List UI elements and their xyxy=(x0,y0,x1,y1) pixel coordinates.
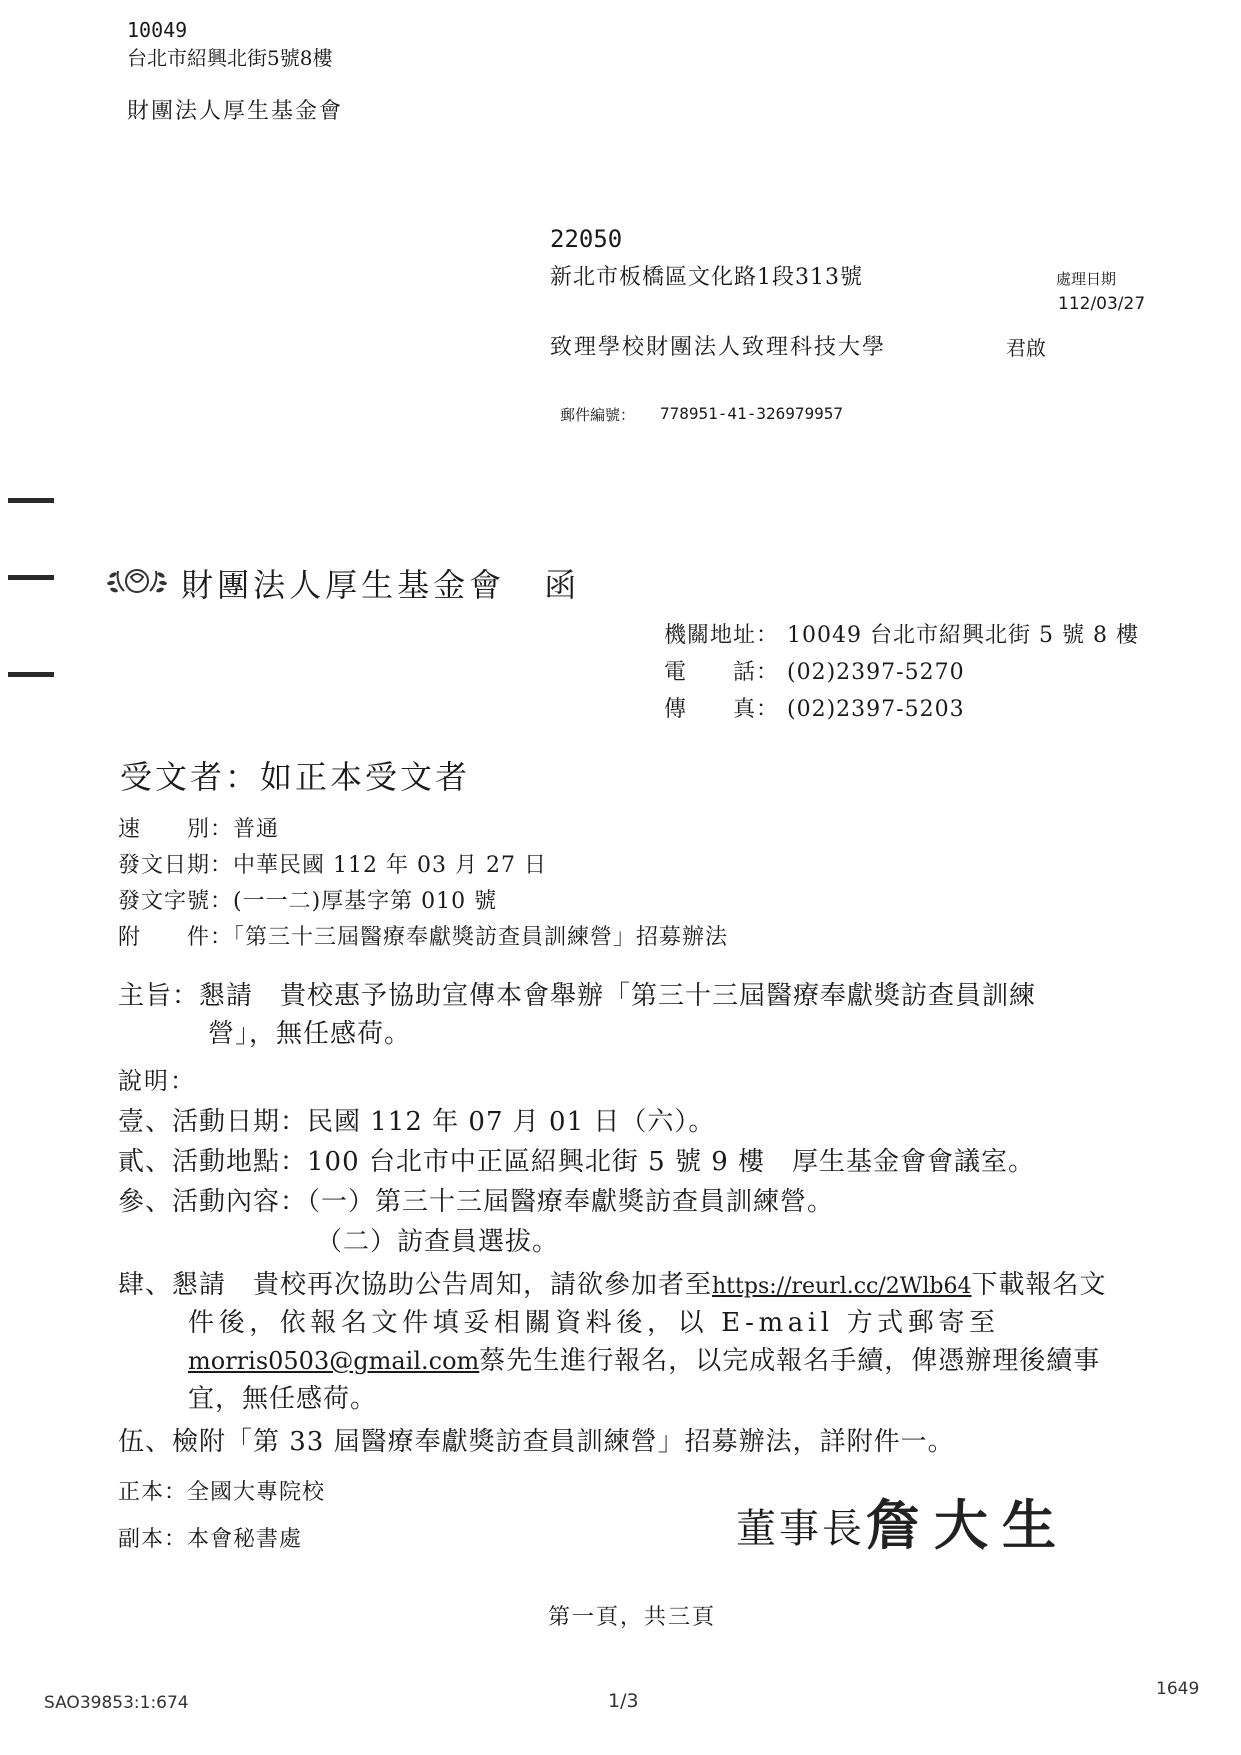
recipient-honorific: 君啟 xyxy=(1006,336,1046,360)
meta-date-label: 發文日期： xyxy=(118,853,234,878)
meta-attachment-label: 附 件： xyxy=(118,925,234,950)
mail-no-label: 郵件編號： xyxy=(560,406,636,424)
edge-mark xyxy=(8,575,54,580)
contact-address-label: 機關地址： xyxy=(664,623,780,648)
meta-doc-no-value: (一一二)厚基字第 010 號 xyxy=(233,889,498,914)
processing-date: 112/03/27 xyxy=(1058,294,1146,314)
meta-attachment-value: 「第三十三屆醫療奉獻獎訪查員訓練營」招募辦法 xyxy=(233,925,729,950)
contact-fax-label: 傳 真： xyxy=(664,697,780,722)
meta-doc-no xyxy=(118,884,497,915)
sender-address: 台北市紹興北街5號8樓 xyxy=(127,46,333,70)
contact-address: 10049 台北市紹興北街 5 號 8 樓 xyxy=(787,623,1139,648)
item-1: 壹、活動日期：民國 112 年 07 月 01 日（六）。 xyxy=(118,1107,716,1137)
meta-attachment xyxy=(118,920,728,951)
item-5: 伍、檢附「第 33 屆醫療奉獻獎訪查員訓練營」招募辦法，詳附件一。 xyxy=(118,1427,955,1457)
edge-mark xyxy=(8,672,54,677)
item-4-line3 xyxy=(188,1340,1100,1377)
recipient-address: 新北市板橋區文化路1段313號 xyxy=(550,265,863,290)
meta-doc-no-label: 發文字號： xyxy=(118,889,234,914)
mail-no: 778951-41-326979957 xyxy=(660,404,844,423)
subject-line1 xyxy=(118,975,1036,1012)
subject-label: 主旨： xyxy=(118,981,200,1011)
processing-date-label: 處理日期 xyxy=(1056,270,1117,288)
item-4-line4: 宜，無任感荷。 xyxy=(188,1384,378,1414)
foundation-emblem-icon xyxy=(104,561,170,605)
meta-speed-value: 普通 xyxy=(233,817,280,842)
signature-name: 詹大生 xyxy=(866,1493,1070,1557)
receiver: 受文者：如正本受文者 xyxy=(120,758,471,796)
recipient-zip: 22050 xyxy=(550,225,623,253)
meta-speed xyxy=(118,812,279,843)
recipient-name: 致理學校財團法人致理科技大學 xyxy=(550,335,887,360)
contact-fax-line xyxy=(664,692,965,723)
item-2: 貳、活動地點：100 台北市中正區紹興北街 5 號 9 樓 厚生基金會會議室。 xyxy=(118,1147,1036,1177)
footer-center: 1/3 xyxy=(608,1690,639,1712)
contact-phone-label: 電 話： xyxy=(664,660,780,685)
letterhead-org: 財團法人厚生基金會 xyxy=(181,566,506,604)
registration-link[interactable]: https://reurl.cc/2Wlb64 xyxy=(712,1274,972,1299)
meta-date-value: 中華民國 112 年 03 月 27 日 xyxy=(233,853,547,878)
edge-mark xyxy=(8,498,54,503)
item-4-line1 xyxy=(118,1264,1107,1301)
item-4-line2: 件後，依報名文件填妥相關資料後，以 E-mail 方式郵寄至 xyxy=(188,1308,1000,1338)
item-3a: 參、活動內容：（一）第三十三屆醫療奉獻獎訪查員訓練營。 xyxy=(118,1187,835,1217)
subject-text-2: 營」，無任感荷。 xyxy=(208,1019,412,1049)
sender-name: 財團法人厚生基金會 xyxy=(127,99,344,124)
page-info: 第一頁，共三頁 xyxy=(548,1605,717,1630)
item-3b: （二）訪查員選拔。 xyxy=(316,1227,560,1257)
subject-text-1: 懇請 貴校惠予協助宣傳本會舉辦「第三十三屆醫療奉獻獎訪查員訓練 xyxy=(199,981,1037,1011)
explanation-label: 說明： xyxy=(118,1067,196,1095)
item-4-after-link: 下載報名文 xyxy=(971,1270,1107,1300)
contact-email-link[interactable]: morris0503@gmail.com xyxy=(188,1347,480,1375)
item-4-after-email: 蔡先生進行報名，以完成報名手續，俾憑辦理後續事 xyxy=(479,1346,1101,1376)
distribution-original: 正本：全國大專院校 xyxy=(118,1480,326,1505)
letterhead xyxy=(104,560,576,604)
footer-left: SAO39853:1:674 xyxy=(44,1693,189,1713)
signature-title: 董事長 xyxy=(736,1506,865,1552)
footer-right: 1649 xyxy=(1156,1679,1200,1699)
distribution-copy: 副本：本會秘書處 xyxy=(118,1527,303,1552)
item-4-prefix: 肆、懇請 貴校再次協助公告周知，請欲參加者至 xyxy=(118,1270,713,1300)
meta-speed-label: 速 別： xyxy=(118,817,234,842)
contact-address-line xyxy=(664,618,1139,649)
letterhead-doc-type: 函 xyxy=(544,566,577,604)
meta-date xyxy=(118,848,547,879)
contact-phone-line xyxy=(664,655,965,686)
contact-fax: (02)2397-5203 xyxy=(787,697,965,722)
sender-zip: 10049 xyxy=(127,18,188,42)
contact-phone: (02)2397-5270 xyxy=(787,660,965,685)
